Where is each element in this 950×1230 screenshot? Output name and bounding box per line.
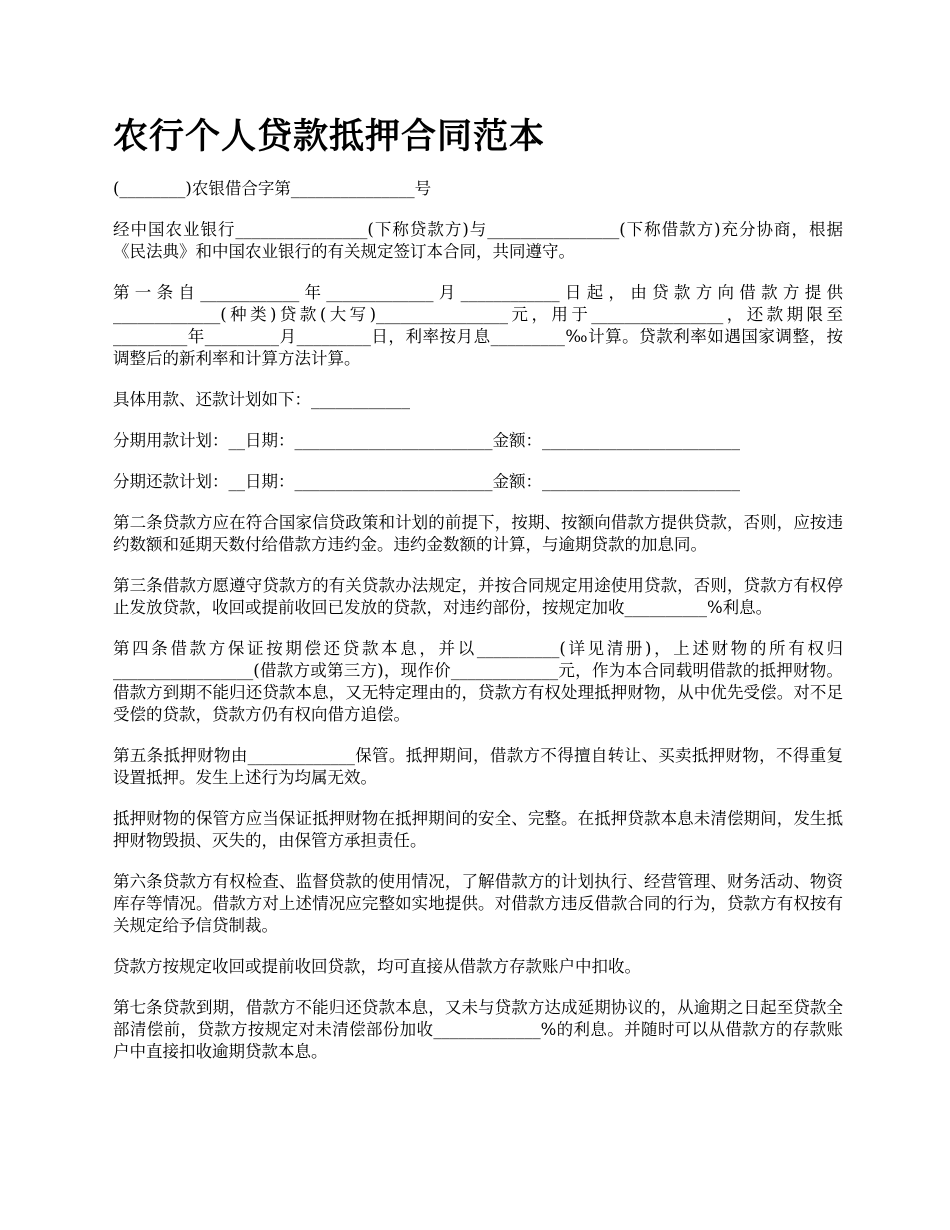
paragraph-article-4: 第四条借款方保证按期偿还贷款本息，并以__________(详见清册)，上述财物的所有权归_________________(借款方或第三方)，现作价_____________元，作为本合同载明借款的抵押财物。借款方到期不能归还贷款本息，又无特定理由的，贷款方有权处理抵押财物，从中优先受偿。对不足受偿的贷款，贷款方仍有权向借方追偿。 bbox=[113, 639, 843, 724]
contract-number-line: (________)农银借合字第_______________号 bbox=[113, 179, 432, 198]
paragraph-custody: 抵押财物的保管方应当保证抵押财物在抵押期间的安全、完整。在抵押贷款本息未清偿期间，发生抵押财物毁损、灭失的，由保管方承担责任。 bbox=[113, 809, 843, 850]
paragraph-article-6: 第六条贷款方有权检查、监督贷款的使用情况，了解借款方的计划执行、经营管理、财务活动、物资库存等情况。借款方对上述情况应完整如实地提供。对借款方违反借款合同的行为，贷款方有权按有关规定给予信贷制裁。 bbox=[113, 872, 843, 935]
paragraph-article-7: 第七条贷款到期，借款方不能归还贷款本息，又未与贷款方达成延期协议的，从逾期之日起至贷款全部清偿前，贷款方按规定对未清偿部份加收_____________%的利息。并随时可以从借款方的存款账户中直接扣收逾期贷款本息。 bbox=[113, 998, 843, 1061]
paragraph-article-5: 第五条抵押财物由_____________保管。抵押期间，借款方不得擅自转让、买卖抵押财物，不得重复设置抵押。发生上述行为均属无效。 bbox=[113, 746, 843, 787]
paragraph-article-3: 第三条借款方愿遵守贷款方的有关贷款办法规定，并按合同规定用途使用贷款，否则，贷款方有权停止发放贷款，收回或提前收回已发放的贷款，对违约部份，按规定加收__________%利息。 bbox=[113, 576, 843, 617]
document-title: 农行个人贷款抵押合同范本 bbox=[113, 116, 546, 157]
document-body bbox=[113, 178, 843, 1082]
paragraph-article-2: 第二条贷款方应在符合国家信贷政策和计划的前提下，按期、按额向借款方提供贷款，否则，应按违约数额和延期天数付给借款方违约金。违约金数额的计算，与逾期贷款的加息同。 bbox=[113, 513, 843, 554]
paragraph-drawdown-plan: 分期用款计划：__日期：________________________金额：________________________ bbox=[113, 431, 740, 450]
paragraph-parties: 经中国农业银行________________(下称贷款方)与________________(下称借款方)充分协商，根据《民法典》和中国农业银行的有关规定签订本合同，共同遵守。 bbox=[113, 220, 843, 261]
paragraph-article-1: 第一条自____________年_____________月____________日起，由贷款方向借款方提供_____________(种类)贷款(大写)________________元，用于________________，还款期限至_________年_________月_________日，利率按月息_________‰计算。贷款利率如遇国家调整，按调整后的新利率和计算方法计算。 bbox=[113, 283, 843, 368]
paragraph-deduction: 贷款方按规定收回或提前收回贷款，均可直接从借款方存款账户中扣收。 bbox=[113, 957, 641, 976]
paragraph-repayment-plan: 分期还款计划：__日期：________________________金额：________________________ bbox=[113, 472, 740, 491]
paragraph-plan-intro: 具体用款、还款计划如下：____________ bbox=[113, 390, 410, 409]
